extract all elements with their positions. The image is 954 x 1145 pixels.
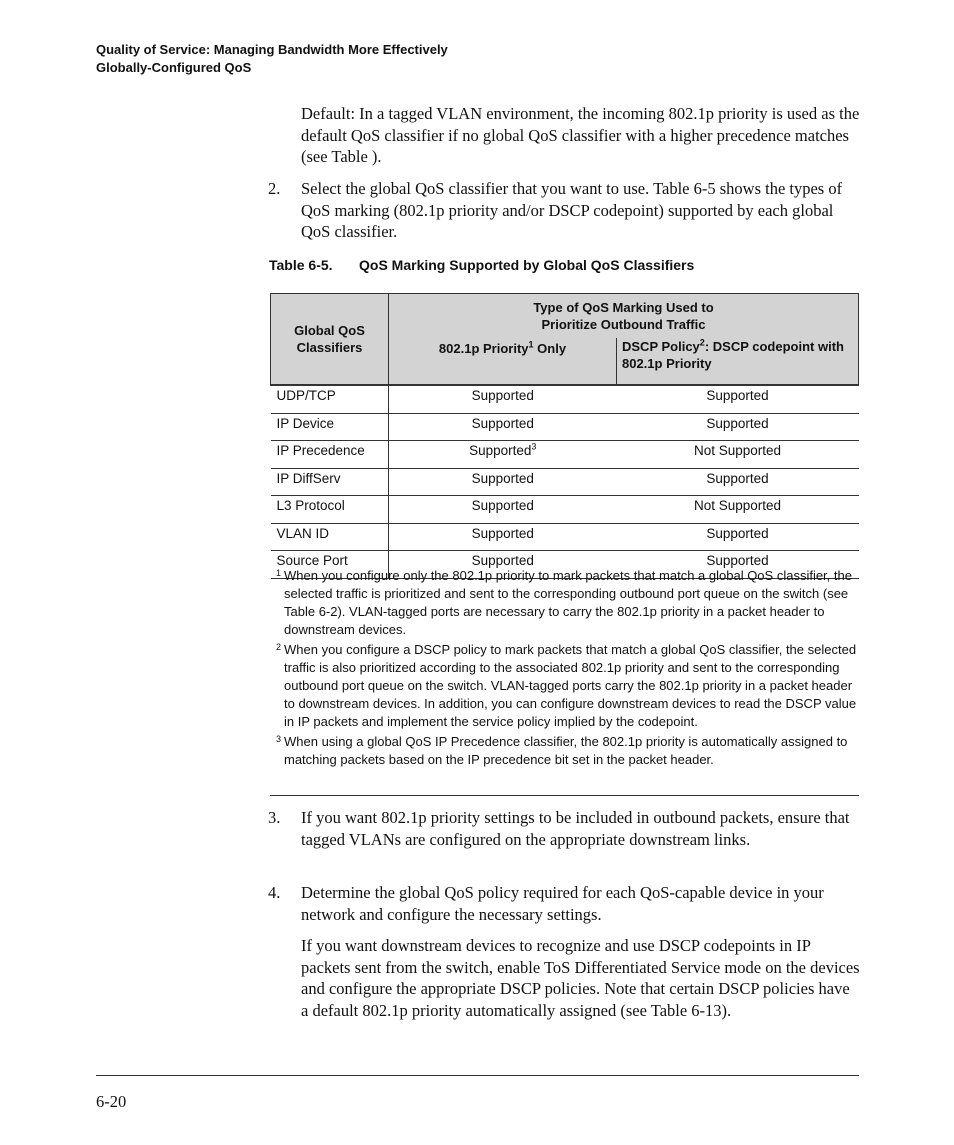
page-number: 6-20 [96,1092,127,1111]
header-8021p-priority-only: 802.1p Priority$^1$ Only [389,338,617,385]
classifier-cell: IP Precedence [271,441,389,469]
table-row [271,385,859,413]
p8021-cell: Supported [389,523,617,551]
header-dscp-policy: DSCP Policy$^2$: DSCP codepoint with 802.1p Priority [617,338,859,385]
running-header [96,41,448,77]
running-header-section: Globally-Configured QoS [96,60,252,75]
classifier-cell: UDP/TCP [271,385,389,413]
footnote-2-text: When you configure a DSCP policy to mark packets that match a global QoS classifier, the selected traffic is also prioritized according to the associated 802.1p priority and sent to the corresponding outbound port queue on the switch. VLAN-tagged ports carry the 802.1p priority in a packet header to downstream devices. In addition, you can configure downstream devices to read the DSCP value in IP packets and implement the service policy implied by the codepoint. [284,642,857,729]
footnote-3-text: When using a global QoS IP Precedence classifier, the 802.1p priority is automatically assigned to matching packets based on the IP precedence bit set in the packet header. [284,734,848,767]
default-paragraph: Default: In a tagged VLAN environment, the incoming 802.1p priority is used as the default QoS classifier if no global QoS classifier with a higher precedence matches (see Table ). [301,104,860,166]
header-global-qos-classifiers: Global QoS Classifiers [271,294,389,386]
header-type-of-qos-marking: Type of QoS Marking Used to Prioritize Outbound Traffic [389,294,859,339]
running-header-chapter: Quality of Service: Managing Bandwidth More Effectively [96,42,448,57]
step-2-text: Select the global QoS classifier that you want to use. Table 6-5 shows the types of QoS marking (802.1p priority and/or DSCP codepoint) supported by each global QoS classifier. [301,179,843,241]
p8021-cell: Supported [389,496,617,524]
footnote-1-text: When you configure only the 802.1p priority to mark packets that match a global QoS classifier, the selected traffic is prioritized and sent to the corresponding outbound port queue on the switch (see Table 6-2). VLAN-tagged ports are necessary to carry the 802.1p priority in a packet header to downstream devices. [284,568,852,637]
table-row [271,468,859,496]
table-caption [269,257,695,273]
footnote-3-mark: 3 [276,734,282,744]
table-caption-title: QoS Marking Supported by Global QoS Classifiers [359,257,695,273]
table-row [271,496,859,524]
dscp-cell: Supported [617,551,859,579]
classifier-cell: L3 Protocol [271,496,389,524]
step-4-number: 4. [268,883,281,902]
table-row [271,413,859,441]
step-4-text: Determine the global QoS policy required for each QoS-capable device in your network and configure the necessary settings. [301,883,824,924]
step-3-number: 3. [268,808,281,827]
classifier-cell: Source Port [271,551,389,579]
classifier-cell: IP Device [271,413,389,441]
step-3-text: If you want 802.1p priority settings to be included in outbound packets, ensure that tagged VLANs are configured on the appropriate downstream links. [301,808,850,849]
step-4-followup-paragraph: If you want downstream devices to recognize and use DSCP codepoints in IP packets sent from the switch, enable ToS Differentiated Service mode on the devices and configure the appropriate DSCP policies. Note that certain DSCP policies have a default 802.1p priority automatically assigned (see Table 6-13). [301,936,860,1020]
dscp-cell: Not Supported [617,496,859,524]
dscp-cell: Supported [617,385,859,413]
table-caption-number: Table 6-5. [269,257,333,273]
table-row [271,441,859,469]
classifier-cell: IP DiffServ [271,468,389,496]
footnote-2 [276,641,859,731]
footnote-1-mark: 1 [276,568,282,578]
p8021-cell: Supported$^3$ [389,441,617,469]
qos-marking-table [270,293,859,579]
dscp-cell: Supported [617,523,859,551]
dscp-cell: Supported [617,413,859,441]
dscp-cell: Not Supported [617,441,859,469]
table-footnotes [276,567,859,771]
footnote-1 [276,567,859,639]
footnote-2-mark: 2 [276,642,282,652]
dscp-cell: Supported [617,468,859,496]
p8021-cell: Supported [389,385,617,413]
p8021-cell: Supported [389,468,617,496]
footnotes-divider [270,795,859,796]
footer-divider [96,1075,859,1076]
p8021-cell: Supported [389,413,617,441]
classifier-cell: VLAN ID [271,523,389,551]
step-2-number: 2. [268,179,281,198]
p8021-cell: Supported [389,551,617,579]
footnote-3 [276,733,859,769]
table-row [271,523,859,551]
